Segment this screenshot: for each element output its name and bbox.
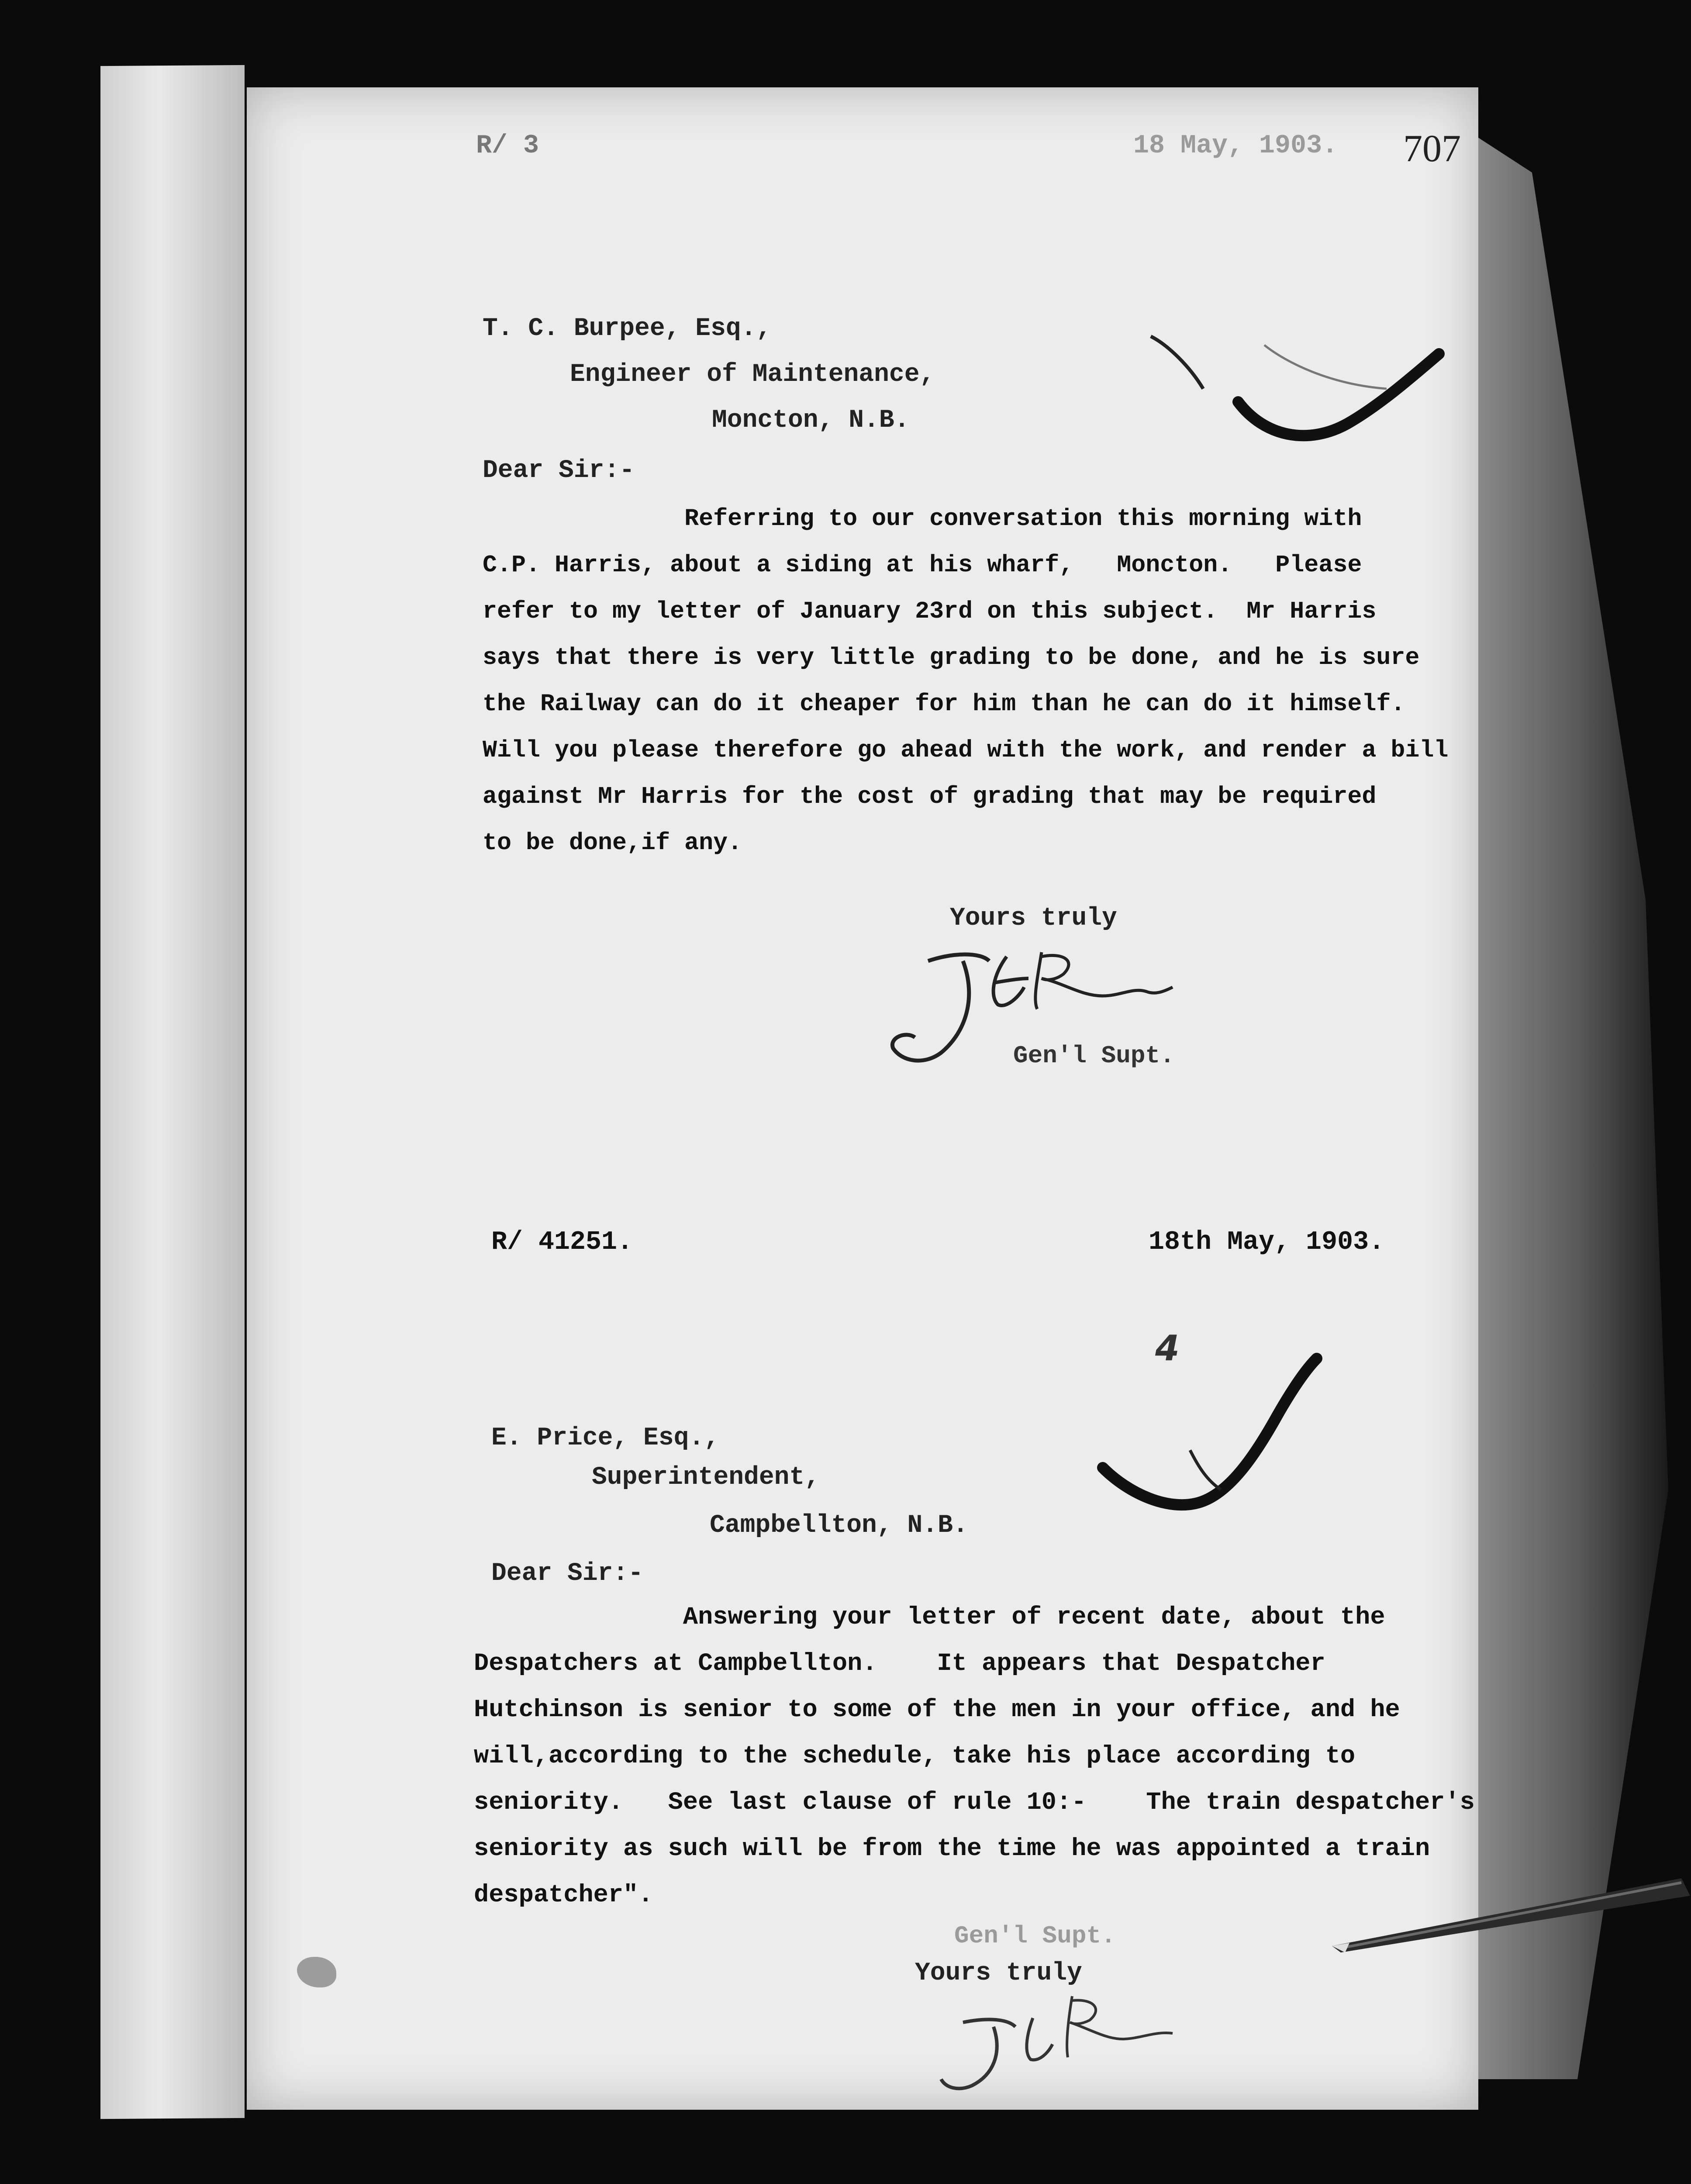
letter-1-body-line: to be done,if any.	[483, 829, 742, 857]
letter-1-salutation: Dear Sir:-	[483, 456, 635, 485]
letter-1-closing: Yours truly	[950, 904, 1117, 933]
letter-1-check-mark	[1142, 328, 1448, 472]
letter-1-body-line: Referring to our conversation this morning with	[483, 505, 1362, 532]
back-page-left-edge	[100, 65, 245, 2119]
letter-2-addressee-place: Campbellton, N.B.	[710, 1511, 968, 1540]
letter-2-body-line: Hutchinson is senior to some of the men in your office, and he	[474, 1696, 1400, 1724]
letter-1-body	[483, 496, 1448, 866]
letter-1-body-line: says that there is very little grading to be done, and he is sure	[483, 644, 1420, 671]
page-number: 707	[1403, 128, 1461, 170]
letter-1-addressee-place: Moncton, N.B.	[712, 406, 910, 435]
letter-2-body	[474, 1594, 1475, 1918]
letter-2-reference: R/ 41251.	[491, 1227, 633, 1257]
letter-2-salutation: Dear Sir:-	[491, 1559, 644, 1588]
letter-2-faint-title: Gen'l Supt.	[954, 1922, 1116, 1950]
letter-1-date: 18 May, 1903.	[1133, 131, 1338, 161]
letter-2-body-line: despatcher".	[474, 1881, 653, 1909]
letterbook-page	[247, 87, 1478, 2110]
letter-1-signatory-title: Gen'l Supt.	[1013, 1042, 1175, 1070]
pen-pointer	[1332, 1870, 1690, 1957]
letter-2-check-mark	[1090, 1345, 1330, 1529]
letter-2-body-line: will,according to the schedule, take his place according to	[474, 1742, 1356, 1770]
letter-1-body-line: refer to my letter of January 23rd on this subject. Mr Harris	[483, 598, 1377, 625]
letter-1-body-line: Will you please therefore go ahead with the work, and render a bill	[483, 736, 1449, 764]
letter-1-body-line: against Mr Harris for the cost of grading that may be required	[483, 783, 1377, 810]
letter-2-body-line: Answering your letter of recent date, about the	[474, 1603, 1385, 1631]
letter-2-body-line: seniority as such will be from the time he was appointed a train	[474, 1835, 1430, 1863]
letter-2-body-line: seniority. See last clause of rule 10:- The train despatcher's	[474, 1789, 1475, 1817]
letter-2-annotation-mark: 4	[1155, 1328, 1180, 1368]
letter-1-reference: R/ 3	[476, 131, 539, 161]
letter-2-date: 18th May, 1903.	[1149, 1227, 1385, 1257]
letter-2-addressee-name: E. Price, Esq.,	[491, 1424, 720, 1452]
letter-1-addressee-title: Engineer of Maintenance,	[570, 360, 935, 389]
letter-2-signature	[924, 1987, 1186, 2101]
letter-1-body-line: the Railway can do it cheaper for him than he can do it himself.	[483, 690, 1405, 718]
letter-2-closing: Yours truly	[915, 1959, 1082, 1987]
letter-1-body-line: C.P. Harris, about a siding at his wharf, Moncton. Please	[483, 551, 1362, 579]
letter-2-addressee-title: Superintendent,	[592, 1463, 820, 1492]
letter-2-body-line: Despatchers at Campbellton. It appears that Despatcher	[474, 1650, 1325, 1678]
letter-1-addressee-name: T. C. Burpee, Esq.,	[483, 314, 772, 343]
